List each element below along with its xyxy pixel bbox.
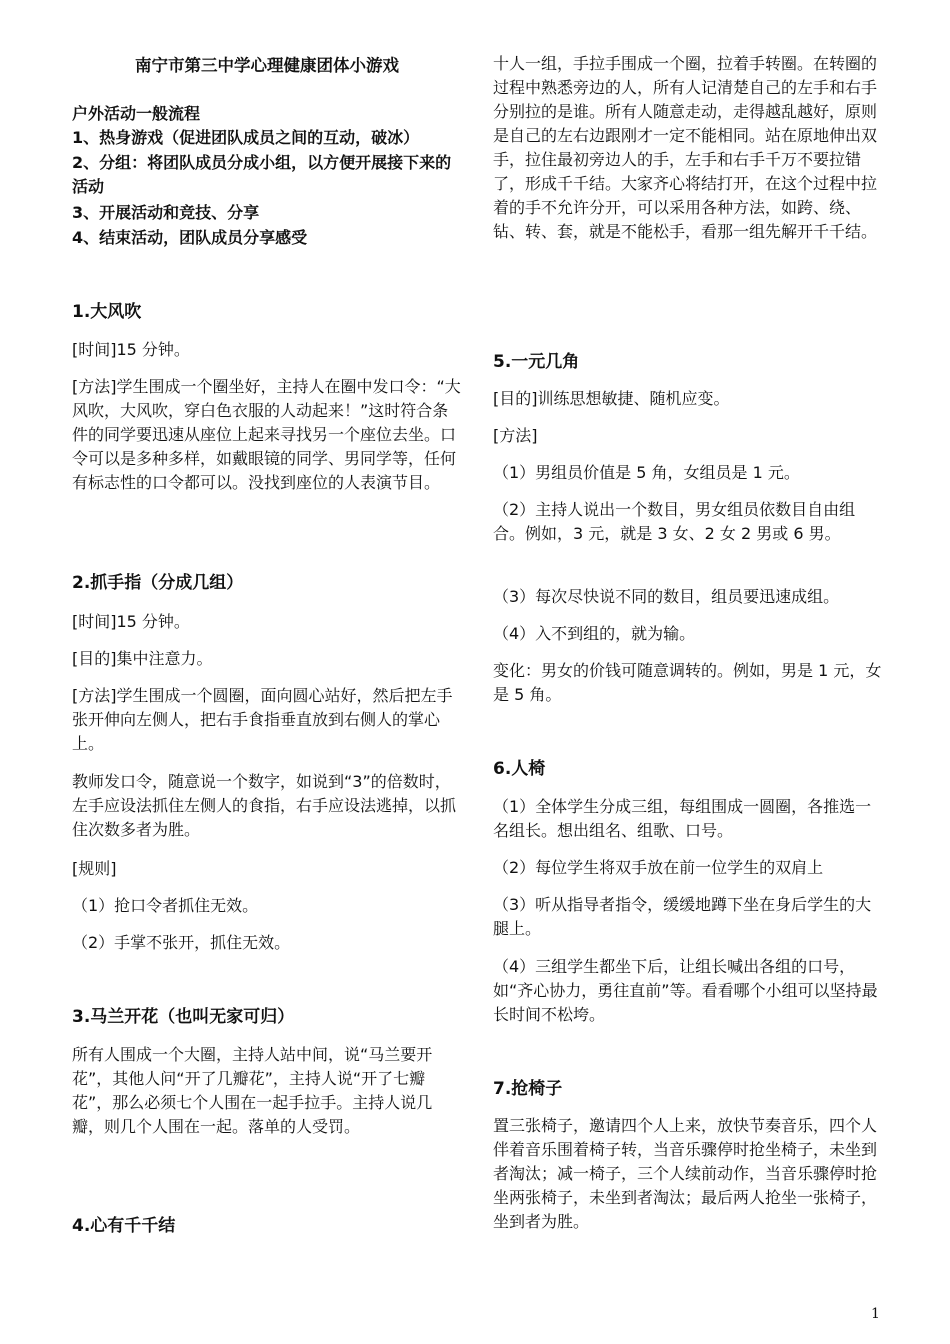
game-7-heading: 7.抢椅子 — [493, 1079, 563, 1099]
flow-step-2: 2、分组：将团队成员分成小组，以方便开展接下来的活动 — [72, 153, 452, 196]
game-6-step-3: （3）听从指导者指令，缓缓地蹲下坐在身后学生的大腿上。 — [493, 895, 872, 938]
game-5-step-3: （3）每次尽快说不同的数目，组员要迅速成组。 — [493, 587, 840, 606]
game-6-heading: 6.人椅 — [493, 759, 546, 779]
game-2-rule-2: （2）手掌不张开，抓住无效。 — [72, 933, 291, 952]
game-2-rules-label: [规则] — [72, 859, 117, 878]
game-6-step-1: （1）全体学生分成三组，每组围成一圆圈，各推选一名组长。想出组名、组歌、口号。 — [493, 797, 872, 840]
game-4-text: 十人一组，手拉手围成一个圈，拉着手转圈。在转圈的过程中熟悉旁边的人，所有人记清楚自己的左手和右手分别拉的是谁。所有人随意走动，走得越乱越好，原则是自己的左右边跟刚才一定不能相同。站在原地伸出双手，拉住最初旁边人的手，左手和右手千万不要拉错了，形成千千结。大家齐心将结打开，在这个过程中拉着的手不允许分开，可以采用各种方法，如跨、绕、钻、转、套，就是不能松手，看那一组先解开千千结。 — [493, 54, 878, 241]
game-1-time: [时间]15 分钟。 — [72, 340, 190, 359]
game-2-method: [方法]学生围成一个圆圈，面向圆心站好，然后把左手张开伸向左侧人，把右手食指垂直放到右侧人的掌心上。 — [72, 686, 453, 753]
flow-step-4: 4、结束活动，团队成员分享感受 — [72, 228, 308, 247]
page-number: 1 — [871, 1306, 880, 1322]
game-5-method-label: [方法] — [493, 426, 538, 445]
flow-step-1: 1、热身游戏（促进团队成员之间的互动，破冰） — [72, 128, 420, 147]
game-5-step-1: （1）男组员价值是 5 角，女组员是 1 元。 — [493, 463, 800, 482]
game-5-step-2: （2）主持人说出一个数目，男女组员依数目自由组合。例如，3 元，就是 3 女、2 女 2 男或 6 男。 — [493, 500, 856, 543]
game-2-goal: [目的]集中注意力。 — [72, 649, 213, 668]
game-5-goal: [目的]训练思想敏捷、随机应变。 — [493, 389, 730, 408]
game-1-heading: 1.大风吹 — [72, 302, 142, 322]
flow-step-3: 3、开展活动和竞技、分享 — [72, 203, 260, 222]
game-2-rule-1: （1）抢口令者抓住无效。 — [72, 896, 259, 915]
game-2-method-cont: 教师发口令，随意说一个数字，如说到“3”的倍数时，左手应设法抓住左侧人的食指，右手应设法逃掉，以抓住次数多者为胜。 — [72, 772, 457, 839]
game-2-heading: 2.抓手指（分成几组） — [72, 573, 244, 593]
game-5-step-4: （4）入不到组的，就为输。 — [493, 624, 696, 643]
game-6-step-4: （4）三组学生都坐下后，让组长喊出各组的口号，如“齐心协力，勇往直前”等。看看哪个小组可以坚持最长时间不松垮。 — [493, 957, 878, 1024]
game-7-text: 置三张椅子，邀请四个人上来，放快节奏音乐，四个人伴着音乐围着椅子转，当音乐骤停时抢坐椅子，未坐到者淘汰；减一椅子，三个人续前动作，当音乐骤停时抢坐两张椅子，未坐到者淘汰；最后两人抢坐一张椅子，坐到者为胜。 — [493, 1116, 878, 1231]
game-3-heading: 3.马兰开花（也叫无家可归） — [72, 1007, 295, 1027]
game-5-variation: 变化：男女的价钱可随意调转的。例如，男是 1 元，女是 5 角。 — [493, 661, 882, 704]
game-1-method: [方法]学生围成一个圈坐好，主持人在圈中发口令：“大风吹，大风吹，穿白色衣服的人动起来！”这时符合条件的同学要迅速从座位上起来寻找另一个座位去坐。口令可以是多种多样，如戴眼镜的同学、男同学等，任何有标志性的口令都可以。没找到座位的人表演节目。 — [72, 377, 461, 492]
game-3-text: 所有人围成一个大圈，主持人站中间，说“马兰要开花”，其他人问“开了几瓣花”，主持人说“开了七瓣花”，那么必须七个人围在一起手拉手。主持人说几瓣，则几个人围在一起。落单的人受罚。 — [72, 1045, 433, 1136]
game-5-heading: 5.一元几角 — [493, 352, 580, 372]
game-6-step-2: （2）每位学生将双手放在前一位学生的双肩上 — [493, 858, 824, 877]
flow-heading: 户外活动一般流程 — [72, 104, 201, 123]
document-title: 南宁市第三中学心理健康团体小游戏 — [135, 56, 399, 75]
game-2-time: [时间]15 分钟。 — [72, 612, 190, 631]
game-4-heading: 4.心有千千结 — [72, 1216, 176, 1236]
